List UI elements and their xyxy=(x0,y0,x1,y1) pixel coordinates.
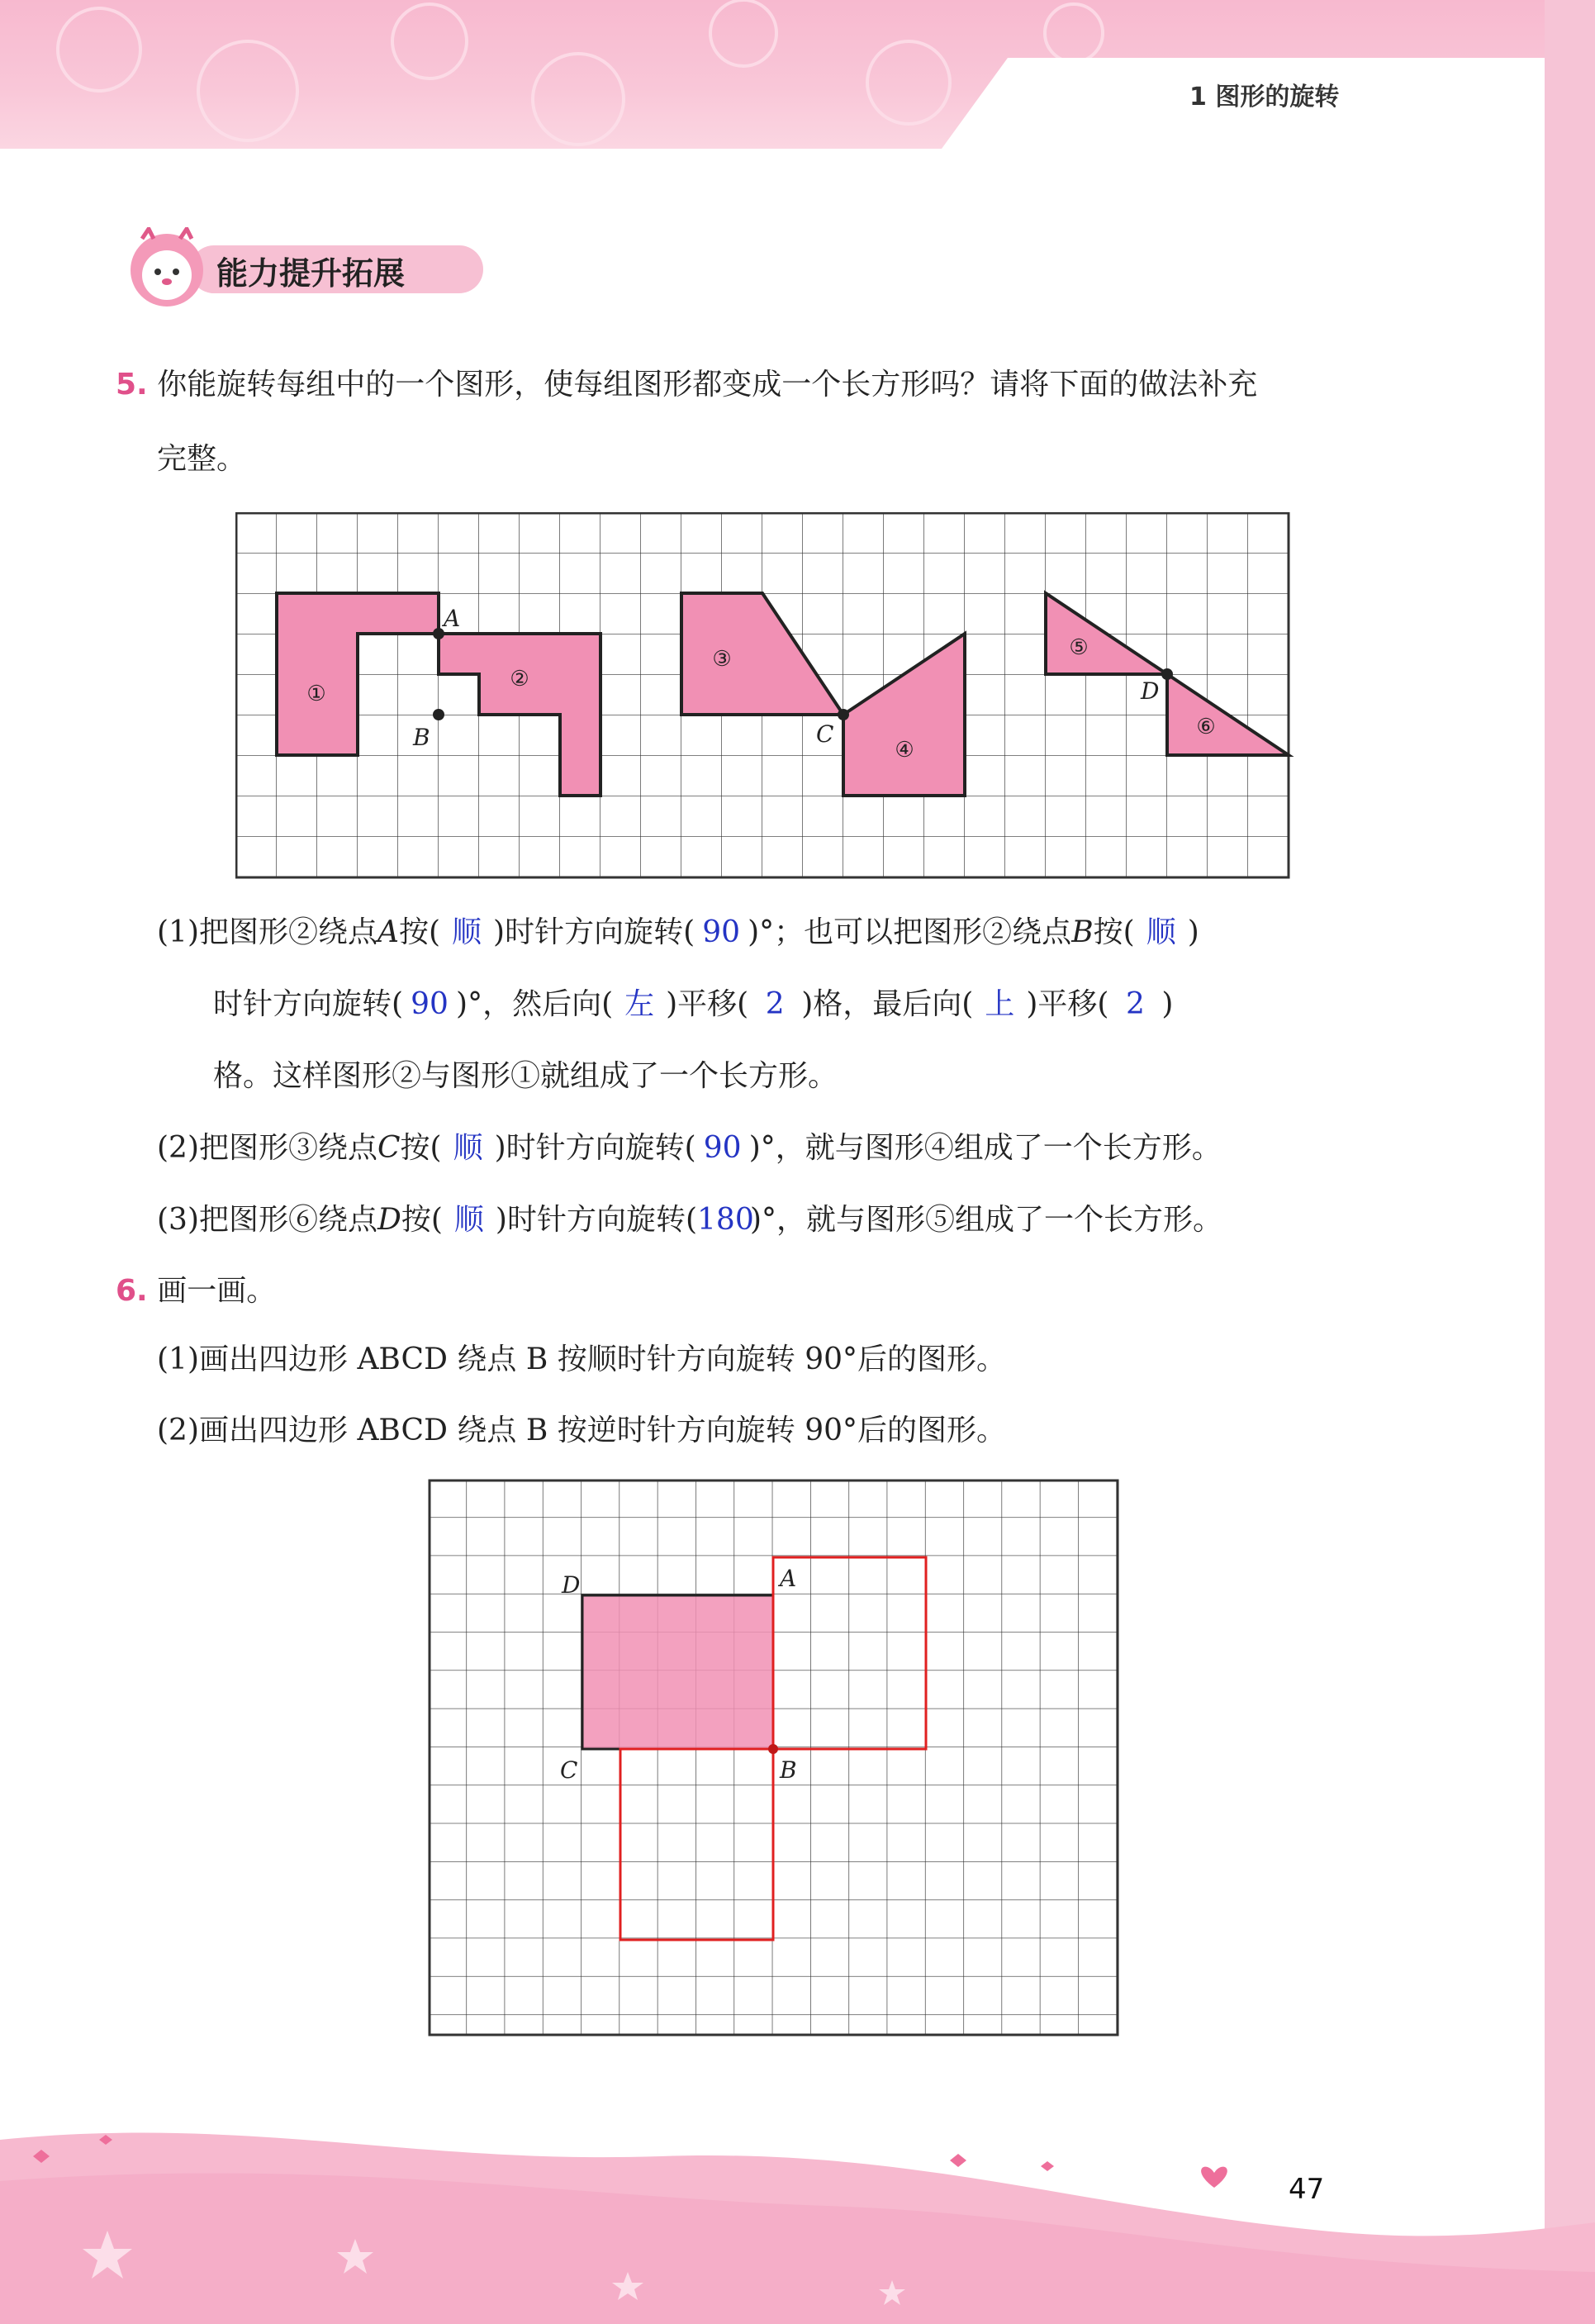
label-C: C xyxy=(560,1756,578,1784)
q5-part3: (3)把图形⑥绕点D按( 顺 )时针方向旋转(180)°，就与图形⑤组成了一个长方形。 xyxy=(157,1199,1222,1242)
label-shape-4: ④ xyxy=(895,738,914,763)
answer-9: 顺 xyxy=(453,1131,483,1165)
chapter-title: 1 图形的旋转 xyxy=(1189,83,1340,112)
label-shape-6: ⑥ xyxy=(1196,715,1216,739)
answer-7: 上 xyxy=(985,987,1015,1021)
answer-4: 90 xyxy=(411,987,449,1021)
q6-grid-figure xyxy=(428,1479,1130,2049)
q5-grid-figure xyxy=(235,512,1326,884)
label-B: B xyxy=(780,1756,797,1784)
label-A: A xyxy=(444,605,461,632)
point-B xyxy=(768,1744,778,1754)
q6-title: 画一画。 xyxy=(157,1274,277,1308)
point-D xyxy=(1161,668,1173,680)
section-title: 能力提升拓展 xyxy=(216,255,406,292)
point-C xyxy=(838,709,849,720)
answer-5: 左 xyxy=(624,987,655,1021)
q6-part1: (1)画出四边形 ABCD 绕点 B 按顺时针方向旋转 90°后的图形。 xyxy=(157,1343,1007,1376)
label-A: A xyxy=(780,1565,797,1592)
label-B: B xyxy=(413,724,430,751)
answer-10: 90 xyxy=(703,1131,742,1165)
point-A xyxy=(433,628,444,639)
page-number: 47 xyxy=(1289,2173,1325,2206)
q5-line2: 完整。 xyxy=(157,442,247,476)
q5-part1-line1: (1)把图形②绕点A按( 顺 )时针方向旋转( 90 )°；也可以把图形②绕点B按( 顺 ) xyxy=(157,911,1199,954)
answer-8: 2 xyxy=(1125,987,1145,1021)
page-edge xyxy=(1545,0,1595,2324)
q5-part1-line3: 格。这样图形②与图形①就组成了一个长方形。 xyxy=(213,1059,838,1093)
answer-3: 顺 xyxy=(1146,915,1176,949)
q6-title-line xyxy=(116,1270,276,1313)
answer-6: 2 xyxy=(765,987,785,1021)
label-shape-1: ① xyxy=(306,682,326,706)
q6-part2: (2)画出四边形 ABCD 绕点 B 按逆时针方向旋转 90°后的图形。 xyxy=(157,1414,1007,1447)
label-C: C xyxy=(816,720,834,748)
label-D: D xyxy=(1141,677,1160,705)
q5-number: 5. xyxy=(116,368,148,402)
q5-part2: (2)把图形③绕点C按( 顺 )时针方向旋转( 90 )°，就与图形④组成了一个长方形。 xyxy=(157,1127,1222,1170)
footer-decoration xyxy=(0,2107,1595,2324)
label-shape-2: ② xyxy=(510,667,529,691)
q5-part1-line2: 时针方向旋转( 90 )°，然后向( 左 )平移( 2 )格，最后向( 上 )平移( 2 ) xyxy=(213,983,1173,1026)
answer-12: 180 xyxy=(697,1203,754,1237)
label-D: D xyxy=(562,1571,581,1599)
label-shape-3: ③ xyxy=(712,647,732,672)
q6-number: 6. xyxy=(116,1274,148,1308)
q5-text: 你能旋转每组中的一个图形，使每组图形都变成一个长方形吗？请将下面的做法补充 xyxy=(157,368,1258,402)
answer-2: 90 xyxy=(702,915,741,949)
q5-line1 xyxy=(116,364,1257,406)
answer-1: 顺 xyxy=(452,915,482,949)
quadrilateral-ABCD xyxy=(582,1595,773,1749)
label-shape-5: ⑤ xyxy=(1069,635,1089,660)
point-B xyxy=(433,709,444,720)
answer-11: 顺 xyxy=(453,1203,484,1237)
